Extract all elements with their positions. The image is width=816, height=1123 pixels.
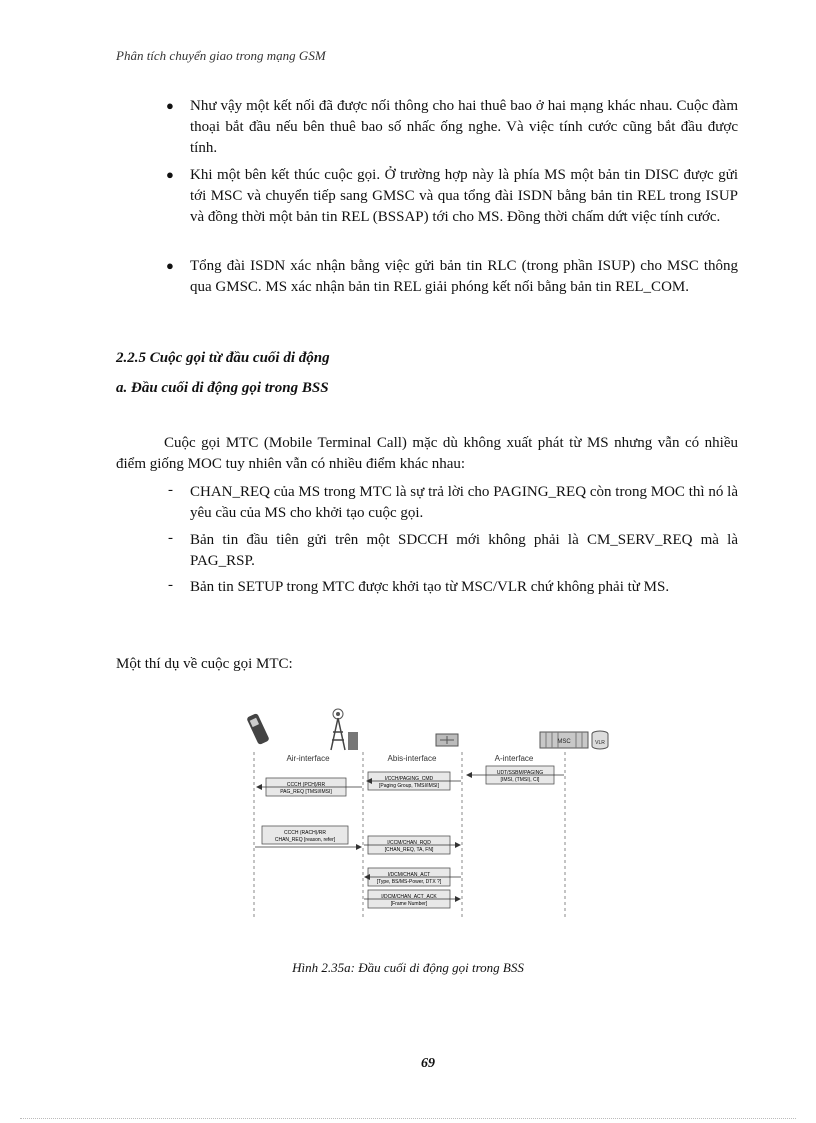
msg-abis-chan-act	[364, 868, 461, 886]
subsection-heading: a. Đầu cuối di động gọi trong BSS	[116, 380, 329, 396]
msg-air-paging	[256, 778, 362, 796]
svg-text:I/CCH/PAGING_CMD: I/CCH/PAGING_CMD	[384, 776, 434, 782]
bullet-marker: ●	[166, 258, 174, 273]
msg-air-chan-req	[255, 826, 362, 850]
msg-abis-paging	[366, 772, 461, 790]
bullet-paragraph-3: Tổng đài ISDN xác nhận bằng việc gửi bản tin RLC (trong phần ISUP) cho MSC thông qua GMSC. MS xác nhận bản tin REL giải phóng kết nối bằng bản tin REL_COM.	[190, 258, 738, 295]
dash-marker: -	[168, 530, 173, 546]
msg-abis-chan-act-ack	[364, 890, 461, 908]
svg-text:[Type, BS/MS-Power, DTX ?]: [Type, BS/MS-Power, DTX ?]	[376, 879, 442, 885]
svg-text:[Paging Group, TMSI/IMSI]: [Paging Group, TMSI/IMSI]	[379, 783, 439, 789]
svg-text:[Frame Number]: [Frame Number]	[390, 901, 428, 907]
intro-paragraph: Cuộc gọi MTC (Mobile Terminal Call) mặc dù không xuất phát từ MS nhưng vẫn có nhiều điểm giống MOC tuy nhiên vẫn có nhiều điểm khác nhau:	[116, 435, 738, 472]
svg-text:[CHAN_REQ, TA, FN]: [CHAN_REQ, TA, FN]	[384, 847, 434, 853]
msc-label: MSC	[557, 739, 571, 745]
dash-item-1: CHAN_REQ của MS trong MTC là sự trả lời cho PAGING_REQ còn trong MOC thì nó là yêu cầu của MS cho khởi tạo cuộc gọi.	[190, 484, 738, 521]
air-interface-label: Air-interface	[286, 754, 330, 763]
figure-caption: Hình 2.35a: Đầu cuối di động gọi trong BSS	[292, 960, 524, 975]
footer-divider	[20, 1118, 796, 1119]
bsc-icon	[436, 734, 458, 746]
section-heading: 2.2.5 Cuộc gọi từ đầu cuối di động	[116, 350, 330, 366]
svg-text:I/CCM/CHAN_RQD: I/CCM/CHAN_RQD	[387, 840, 431, 846]
running-header: Phân tích chuyển giao trong mạng GSM	[116, 48, 326, 63]
vlr-label: VLR	[595, 740, 605, 746]
page-number: 69	[421, 1056, 435, 1071]
dash-marker: -	[168, 577, 173, 593]
svg-text:CCCH (PCH)/RR: CCCH (PCH)/RR	[286, 782, 326, 788]
msc-vlr-icon	[540, 731, 608, 749]
mobile-phone-icon	[246, 713, 270, 745]
msg-a-paging	[466, 766, 564, 784]
dash-marker: -	[168, 482, 173, 498]
example-line: Một thí dụ về cuộc gọi MTC:	[116, 656, 293, 672]
svg-text:I/DCM/CHAN_ACT: I/DCM/CHAN_ACT	[387, 872, 431, 878]
svg-text:CCCH (RACH)/RR: CCCH (RACH)/RR	[284, 830, 326, 836]
bullet-marker: ●	[166, 167, 174, 182]
svg-text:CHAN_REQ [reason, refer]: CHAN_REQ [reason, refer]	[274, 837, 336, 843]
bullet-paragraph-2: Khi một bên kết thúc cuộc gọi. Ở trường hợp này là phía MS một bản tin DISC được gửi tới MSC và chuyển tiếp sang GMSC và qua tổng đài ISDN bằng bản tin REL trong ISUP và đồng thời một bản tin REL (BSSAP) tới cho MS. Đồng thời chấm dứt việc tính cước.	[190, 167, 738, 225]
svg-text:[IMSI, (TMSI), CI]: [IMSI, (TMSI), CI]	[500, 777, 540, 783]
bullet-paragraph-1: Như vậy một kết nối đã được nối thông cho hai thuê bao ở hai mạng khác nhau. Cuộc đàm thoại bắt đầu nếu bên thuê bao số nhấc ống nghe. Và việc tính cước cũng bắt đầu được tính.	[190, 98, 738, 156]
svg-text:PAG_REQ [TMSI/IMSI]: PAG_REQ [TMSI/IMSI]	[280, 789, 332, 795]
bts-antenna-icon	[331, 709, 358, 750]
a-interface-label: A-interface	[494, 754, 534, 763]
dash-item-3: Bản tin SETUP trong MTC được khởi tạo từ MSC/VLR chứ không phải từ MS.	[190, 579, 670, 595]
svg-text:UDT/SSBM/PAGING: UDT/SSBM/PAGING	[496, 770, 544, 776]
abis-interface-label: Abis-interface	[387, 754, 437, 763]
svg-text:I/DCM/CHAN_ACT_ACK: I/DCM/CHAN_ACT_ACK	[381, 894, 437, 900]
mtc-signaling-diagram	[240, 702, 620, 922]
bullet-marker: ●	[166, 98, 174, 113]
dash-item-2: Bản tin đầu tiên gửi trên một SDCCH mới không phải là CM_SERV_REQ mà là PAG_RSP.	[190, 532, 738, 569]
msg-abis-chan-rqd	[364, 836, 461, 854]
